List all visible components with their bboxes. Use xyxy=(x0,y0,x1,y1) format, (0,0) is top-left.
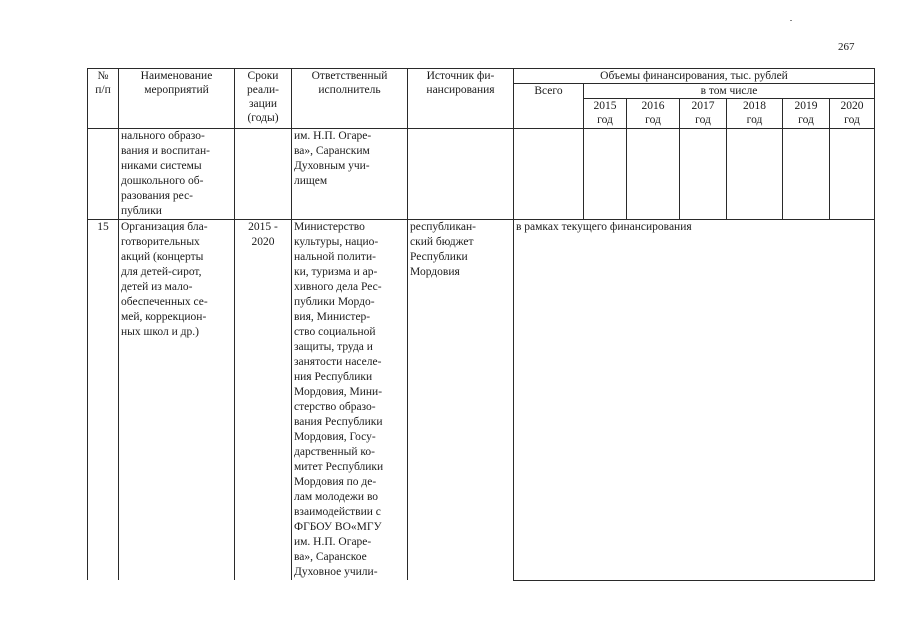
header-year-2019: 2019 год xyxy=(783,99,830,129)
page-number: 267 xyxy=(838,41,855,53)
row-name: нального образо- вания и воспитан- никами системы дошкольного об- разования рес- публики xyxy=(119,129,235,220)
row-name: Организация бла- готворительных акций (концерты для детей-сирот, детей из мало- обеспеченных се- мей, коррекцион- ных школ и др.) xyxy=(119,220,235,581)
header-period: Сроки реали- зации (годы) xyxy=(235,69,292,129)
row-2016 xyxy=(627,129,680,220)
header-year-2016: 2016 год xyxy=(627,99,680,129)
header-year-2017: 2017 год xyxy=(680,99,727,129)
row-period xyxy=(235,129,292,220)
funding-plan-table xyxy=(87,68,875,581)
table-row xyxy=(88,220,875,581)
row-num xyxy=(88,129,119,220)
row-2017 xyxy=(680,129,727,220)
header-including: в том числе xyxy=(584,84,875,99)
row-2019 xyxy=(783,129,830,220)
header-name: Наименование мероприятий xyxy=(119,69,235,129)
row-executor: им. Н.П. Огаре- ва», Саранским Духовным учи- лищем xyxy=(292,129,408,220)
row-source: республикан- ский бюджет Республики Мордовия xyxy=(408,220,514,581)
row-2015 xyxy=(584,129,627,220)
row-total xyxy=(514,129,584,220)
table-row xyxy=(88,129,875,220)
header-year-2015: 2015 год xyxy=(584,99,627,129)
header-num: № п/п xyxy=(88,69,119,129)
header-total: Всего xyxy=(514,84,584,129)
header-executor: Ответственный исполнитель xyxy=(292,69,408,129)
header-source: Источник фи- нансирования xyxy=(408,69,514,129)
row-num: 15 xyxy=(88,220,119,581)
row-funding-note: в рамках текущего финансирования xyxy=(514,220,875,581)
row-period: 2015 - 2020 xyxy=(235,220,292,581)
row-executor: Министерство культуры, нацио- нальной полити- ки, туризма и ар- хивного дела Рес- публики Мордо- вия, Министер- ство социальной защиты, труда и занятости населе- ния Республики Мордовия, Мини- стерство образо- вания Республики Мордовия, Госу- дарственный ко- митет Республики Мордовия по де- лам молодежи во взаимодействии с ФГБОУ ВО«МГУ им. Н.П. Огаре- ва», Саранское Духовное учили- xyxy=(292,220,408,581)
header-year-2018: 2018 год xyxy=(727,99,783,129)
row-2020 xyxy=(830,129,875,220)
row-2018 xyxy=(727,129,783,220)
header-funding: Объемы финансирования, тыс. рублей xyxy=(514,69,875,84)
scan-speck xyxy=(790,20,792,21)
header-year-2020: 2020 год xyxy=(830,99,875,129)
row-source xyxy=(408,129,514,220)
